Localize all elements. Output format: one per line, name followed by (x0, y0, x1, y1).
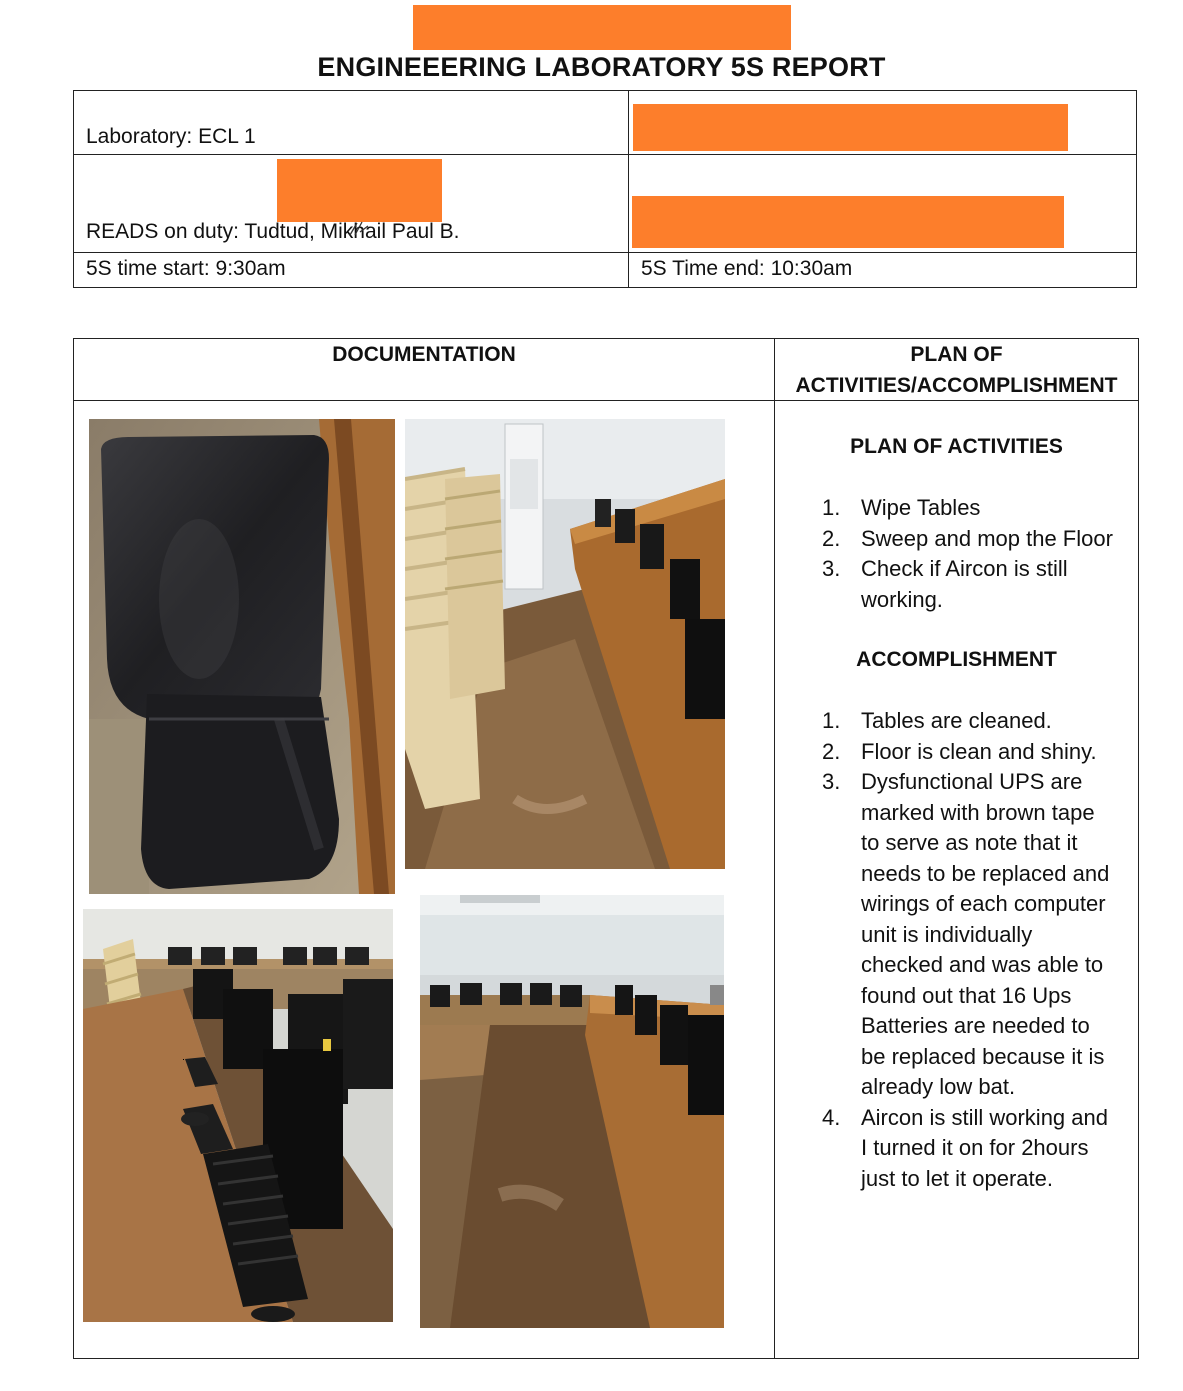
time-end-label: 5S Time end: 10:30am (641, 257, 853, 280)
laboratory-label: Laboratory: ECL 1 (86, 125, 256, 148)
redaction-info-right-2 (632, 196, 1064, 248)
list-item: 1. Tables are cleaned. (822, 708, 1052, 733)
list-item: 2. Sweep and mop the Floor (822, 525, 1113, 551)
documentation-header: DOCUMENTATION (332, 343, 516, 366)
photo-chair (89, 419, 395, 894)
list-item: 4. Aircon is still working and I turned it on for 2hours just to let it operate. (822, 1104, 1108, 1191)
photo-room-aircon (405, 419, 725, 869)
signature-mark (348, 220, 370, 238)
document-title: ENGINEEERING LABORATORY 5S REPORT (317, 52, 886, 82)
plan-of-activities-title: PLAN OF ACTIVITIES (850, 435, 1063, 458)
redaction-top (413, 5, 791, 50)
list-item: 2. Floor is clean and shiny. (822, 738, 1097, 764)
redaction-info-left-2 (277, 159, 442, 222)
list-item: 1. Wipe Tables (822, 495, 981, 520)
plan-header-line2: ACTIVITIES/ACCOMPLISHMENT (795, 374, 1118, 397)
photo-computers (83, 909, 393, 1322)
redaction-info-right-1 (633, 104, 1068, 151)
accomplishment-list (822, 706, 1112, 1194)
accomplishment-title: ACCOMPLISHMENT (856, 648, 1057, 671)
list-item: 3. Check if Aircon is still working. (822, 556, 1068, 612)
photo-lab-room (420, 895, 724, 1328)
reads-on-duty-label: READS on duty: Tudtud, Mikhail Paul B. (86, 220, 460, 243)
time-start-label: 5S time start: 9:30am (86, 257, 286, 280)
plan-header-line1: PLAN OF (910, 343, 1003, 366)
plan-of-activities-list (822, 493, 1112, 615)
list-item: 3. Dysfunctional UPS are marked with brown tape to serve as note that it needs to be replaced and wirings of each computer unit is individually checked and was able to found out that 16 Ups Batteries are needed to be replaced because it is already low bat. (822, 769, 1110, 1099)
